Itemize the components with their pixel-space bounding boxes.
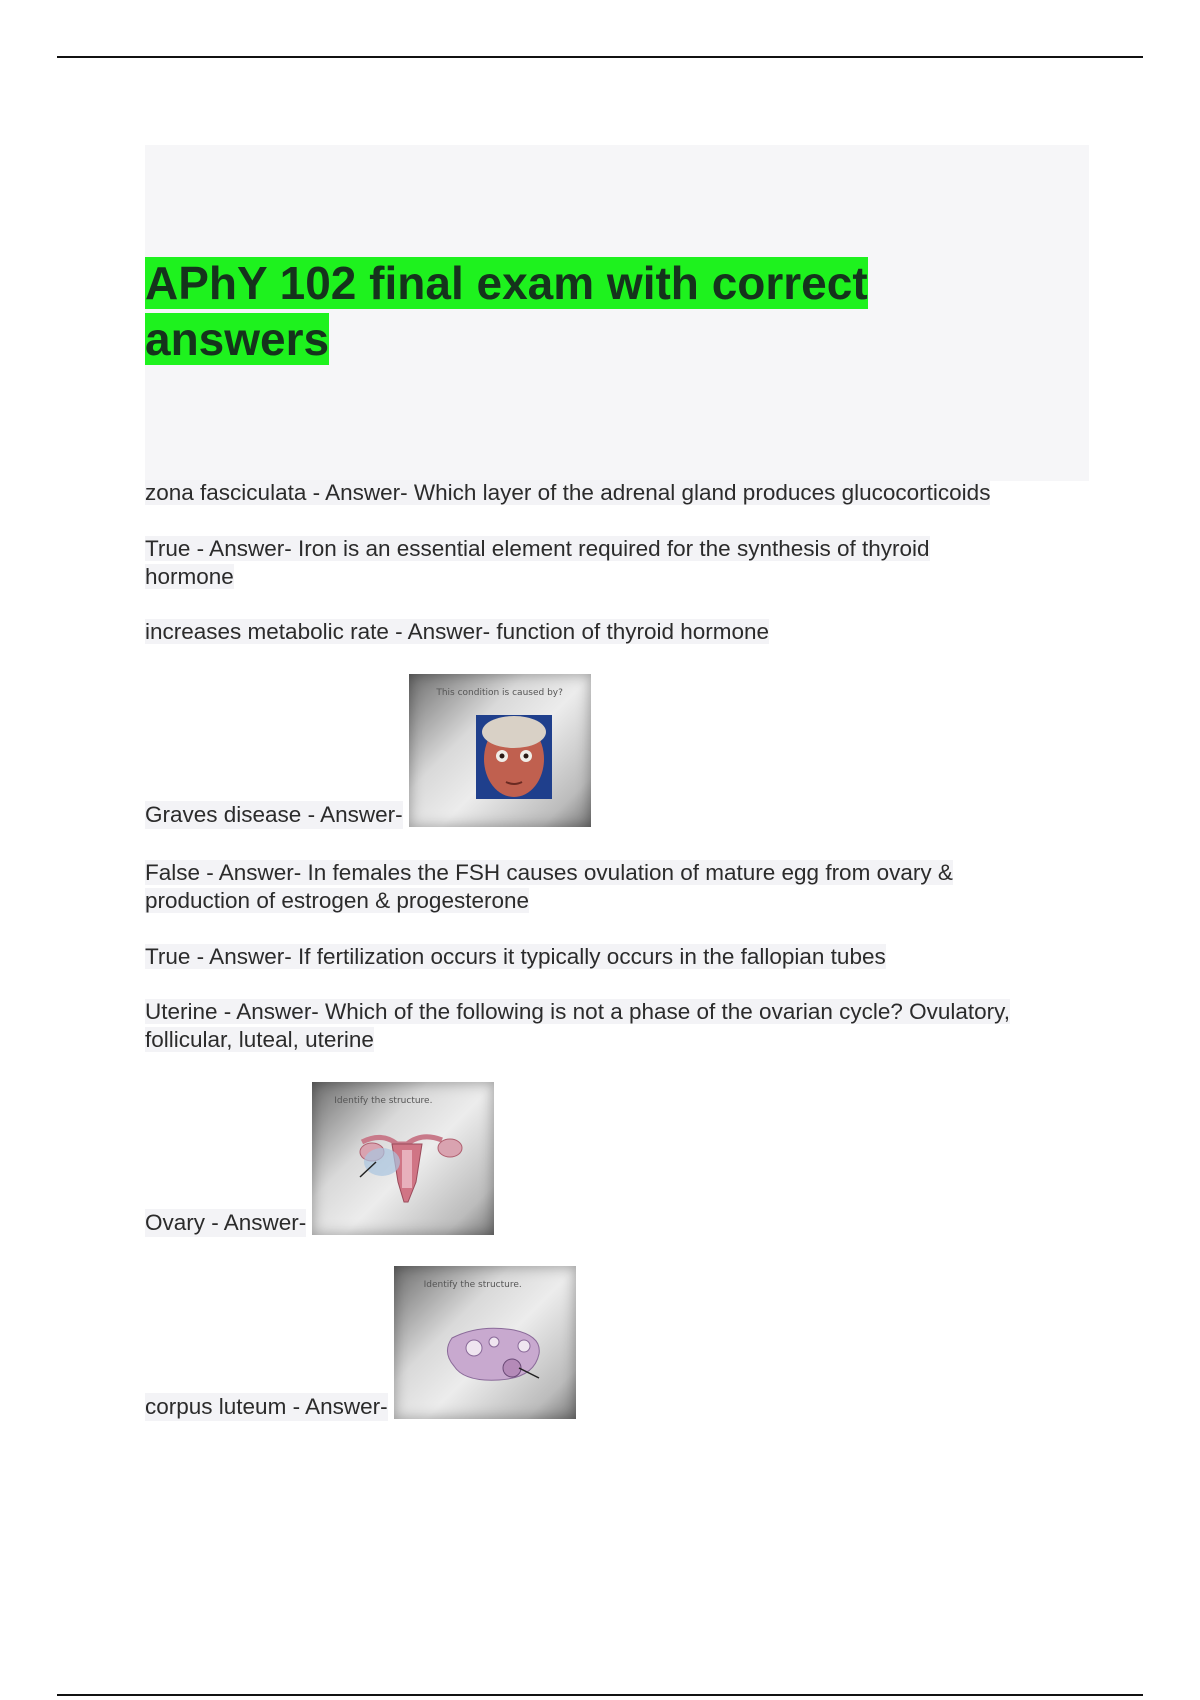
qa-item: True - Answer- Iron is an essential element required for the synthesis of thyroid hormone [145, 536, 930, 589]
qa-item: False - Answer- In females the FSH causes ovulation of mature egg from ovary & production of estrogen & progesterone [145, 860, 953, 913]
figure-row-graves [145, 674, 591, 827]
figure-label: Graves disease - Answer- [145, 802, 403, 827]
qa-item: increases metabolic rate - Answer- function of thyroid hormone [145, 619, 770, 644]
uterus-diagram-photo [312, 1082, 494, 1235]
document-title: APhY 102 final exam with correct answers [145, 257, 868, 365]
qa-item: Uterine - Answer- Which of the following is not a phase of the ovarian cycle? Ovulatory, follicular, luteal, uterine [145, 999, 1010, 1052]
figure-row-ovary [145, 1082, 494, 1235]
figure-row-corpus-luteum [145, 1266, 576, 1419]
face-image [409, 674, 591, 827]
uterus-image [312, 1082, 494, 1235]
footer-rule [57, 1694, 1143, 1696]
ovary-section-photo [394, 1266, 576, 1419]
title-block [145, 145, 1089, 481]
header-rule [57, 56, 1143, 58]
photo-caption: Identify the structure. [334, 1096, 433, 1106]
figure-label: Ovary - Answer- [145, 1210, 307, 1235]
ovary-section-image [394, 1266, 576, 1419]
figure-label: corpus luteum - Answer- [145, 1394, 388, 1419]
photo-caption: This condition is caused by? [436, 688, 563, 698]
qa-item: True - Answer- If fertilization occurs it typically occurs in the fallopian tubes [145, 944, 886, 969]
graves-disease-photo [409, 674, 591, 827]
qa-item: zona fasciculata - Answer- Which layer of the adrenal gland produces glucocorticoids [145, 480, 991, 505]
photo-caption: Identify the structure. [423, 1280, 522, 1290]
